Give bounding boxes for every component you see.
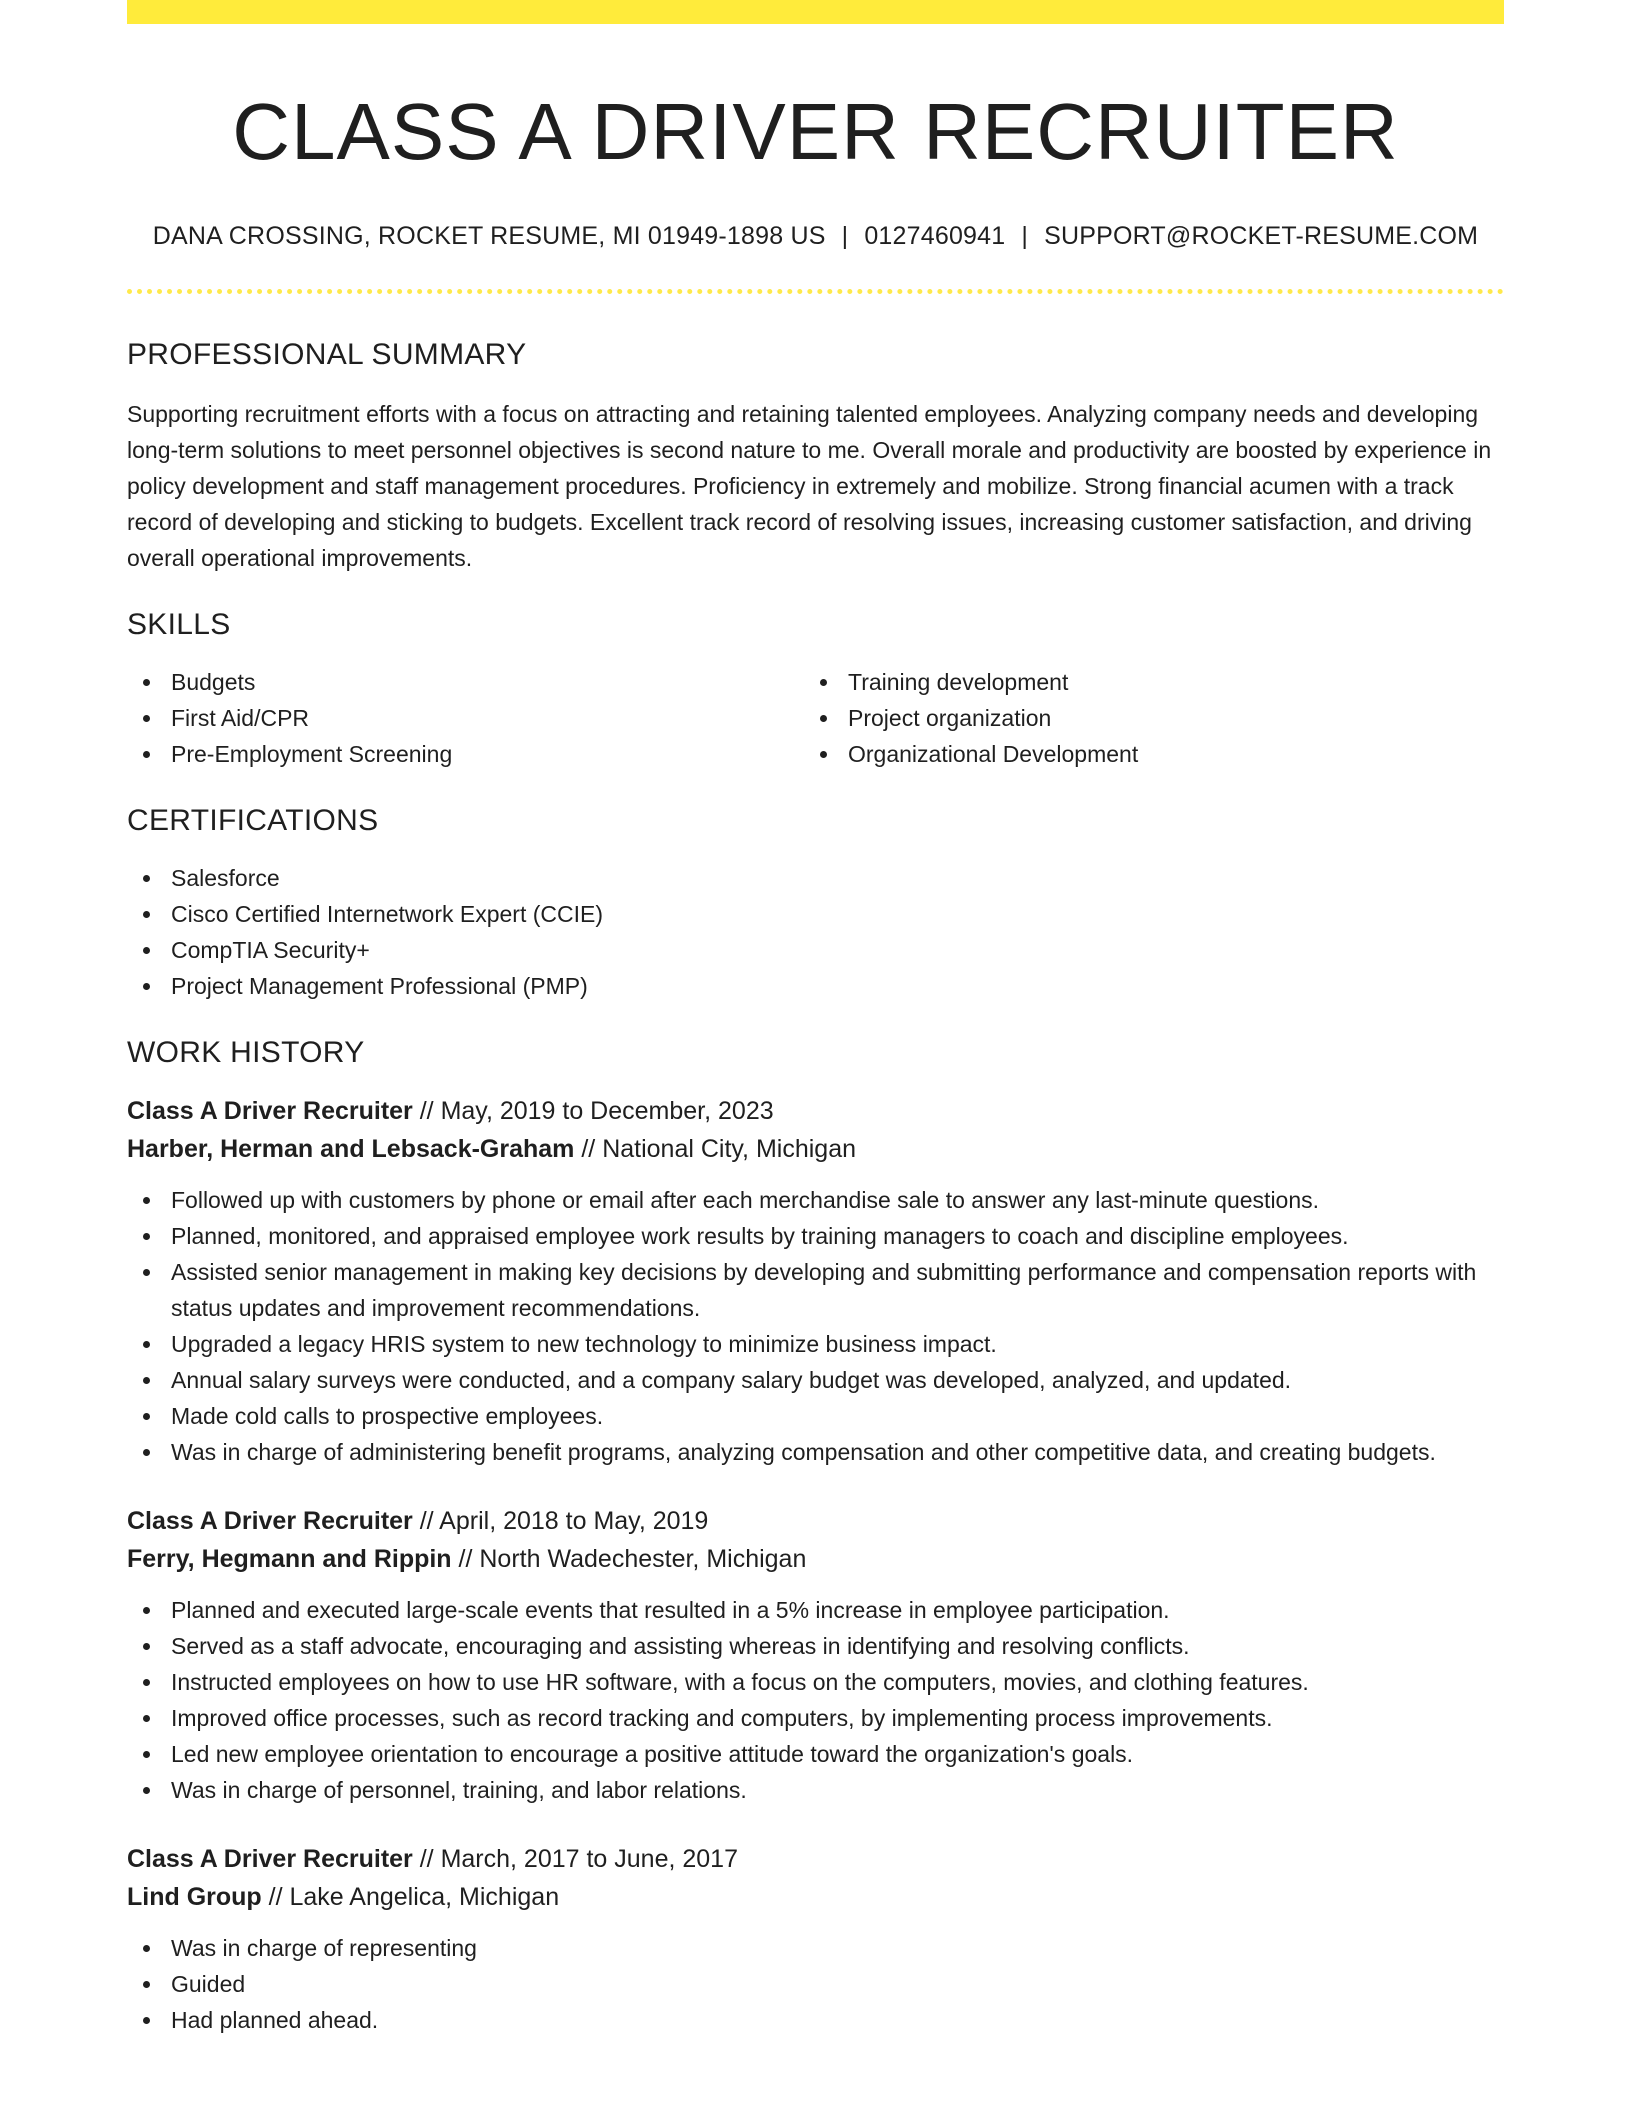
job-duties — [127, 1930, 1504, 2038]
job-entry — [127, 1092, 1504, 1470]
skill-item: Pre-Employment Screening — [127, 736, 804, 772]
job-company-line — [127, 1130, 1504, 1168]
duty-item: Guided — [127, 1966, 1504, 2002]
job-company: Lind Group — [127, 1883, 262, 1911]
duty-item: Led new employee orientation to encourage a positive attitude toward the organization's goals. — [127, 1736, 1504, 1772]
contact-address: DANA CROSSING, ROCKET RESUME, MI 01949-1898 US — [152, 222, 826, 250]
job-location: // North Wadechester, Michigan — [451, 1545, 807, 1573]
job-role: Class A Driver Recruiter — [127, 1507, 413, 1535]
skill-item: Budgets — [127, 664, 804, 700]
duty-item: Instructed employees on how to use HR software, with a focus on the computers, movies, and clothing features. — [127, 1664, 1504, 1700]
certification-item: CompTIA Security+ — [127, 932, 1504, 968]
duty-item: Was in charge of representing — [127, 1930, 1504, 1966]
job-dates: // April, 2018 to May, 2019 — [412, 1507, 709, 1535]
contact-phone: 0127460941 — [864, 222, 1006, 250]
duty-item: Upgraded a legacy HRIS system to new technology to minimize business impact. — [127, 1326, 1504, 1362]
duty-item: Planned, monitored, and appraised employee work results by training managers to coach and discipline employees. — [127, 1218, 1504, 1254]
job-dates: // May, 2019 to December, 2023 — [412, 1097, 774, 1125]
skill-item: Organizational Development — [804, 736, 1481, 772]
job-company-line — [127, 1878, 1504, 1916]
certifications-heading: CERTIFICATIONS — [127, 804, 379, 837]
duty-item: Followed up with customers by phone or email after each merchandise sale to answer any last-minute questions. — [127, 1182, 1504, 1218]
candidate-title: CLASS A DRIVER RECRUITER — [232, 87, 1399, 176]
resume-page — [127, 0, 1504, 2038]
skill-item: Project organization — [804, 700, 1481, 736]
duty-item: Planned and executed large-scale events that resulted in a 5% increase in employee participation. — [127, 1592, 1504, 1628]
job-role-line — [127, 1092, 1504, 1130]
contact-separator: | — [1021, 222, 1029, 250]
duty-item: Improved office processes, such as record tracking and computers, by implementing process improvements. — [127, 1700, 1504, 1736]
contact-line — [127, 222, 1504, 251]
job-company: Ferry, Hegmann and Rippin — [127, 1545, 452, 1573]
job-role: Class A Driver Recruiter — [127, 1845, 413, 1873]
job-duties — [127, 1182, 1504, 1470]
skills-column-right — [804, 664, 1481, 772]
job-company-line — [127, 1540, 1504, 1578]
skills-column-left — [127, 664, 804, 772]
job-role: Class A Driver Recruiter — [127, 1097, 413, 1125]
summary-text: Supporting recruitment efforts with a focus on attracting and retaining talented employees. Analyzing company needs and developing long-term solutions to meet personnel objectives is second nature to me. Overall morale and productivity are boosted by experience in policy development and staff management procedures. Proficiency in extremely and mobilize. Strong financial acumen with a track record of developing and sticking to budgets. Excellent track record of resolving issues, increasing customer satisfaction, and driving overall operational improvements. — [127, 401, 1492, 571]
skill-item: First Aid/CPR — [127, 700, 804, 736]
job-entry — [127, 1840, 1504, 2038]
accent-bar — [127, 0, 1504, 24]
summary-heading: PROFESSIONAL SUMMARY — [127, 338, 527, 371]
duty-item: Had planned ahead. — [127, 2002, 1504, 2038]
certification-item: Cisco Certified Internetwork Expert (CCIE) — [127, 896, 1504, 932]
skill-item: Training development — [804, 664, 1481, 700]
job-company: Harber, Herman and Lebsack-Graham — [127, 1135, 575, 1163]
certification-item: Salesforce — [127, 860, 1504, 896]
job-location: // National City, Michigan — [574, 1135, 856, 1163]
duty-item: Annual salary surveys were conducted, and a company salary budget was developed, analyzed, and updated. — [127, 1362, 1504, 1398]
contact-separator: | — [841, 222, 849, 250]
job-location: // Lake Angelica, Michigan — [261, 1883, 560, 1911]
work-history-heading: WORK HISTORY — [127, 1036, 365, 1069]
job-role-line — [127, 1840, 1504, 1878]
duty-item: Made cold calls to prospective employees. — [127, 1398, 1504, 1434]
certification-item: Project Management Professional (PMP) — [127, 968, 1504, 1004]
job-entry — [127, 1502, 1504, 1808]
duty-item: Was in charge of administering benefit programs, analyzing compensation and other competitive data, and creating budgets. — [127, 1434, 1504, 1470]
skills-list — [127, 664, 1504, 772]
dotted-divider — [127, 289, 1504, 294]
job-role-line — [127, 1502, 1504, 1540]
job-duties — [127, 1592, 1504, 1808]
certifications-list — [127, 860, 1504, 1004]
skills-heading: SKILLS — [127, 608, 231, 641]
duty-item: Assisted senior management in making key decisions by developing and submitting performance and compensation reports with status updates and improvement recommendations. — [127, 1254, 1504, 1326]
job-dates: // March, 2017 to June, 2017 — [412, 1845, 738, 1873]
duty-item: Was in charge of personnel, training, and labor relations. — [127, 1772, 1504, 1808]
duty-item: Served as a staff advocate, encouraging and assisting whereas in identifying and resolving conflicts. — [127, 1628, 1504, 1664]
contact-email: SUPPORT@ROCKET-RESUME.COM — [1044, 222, 1479, 250]
